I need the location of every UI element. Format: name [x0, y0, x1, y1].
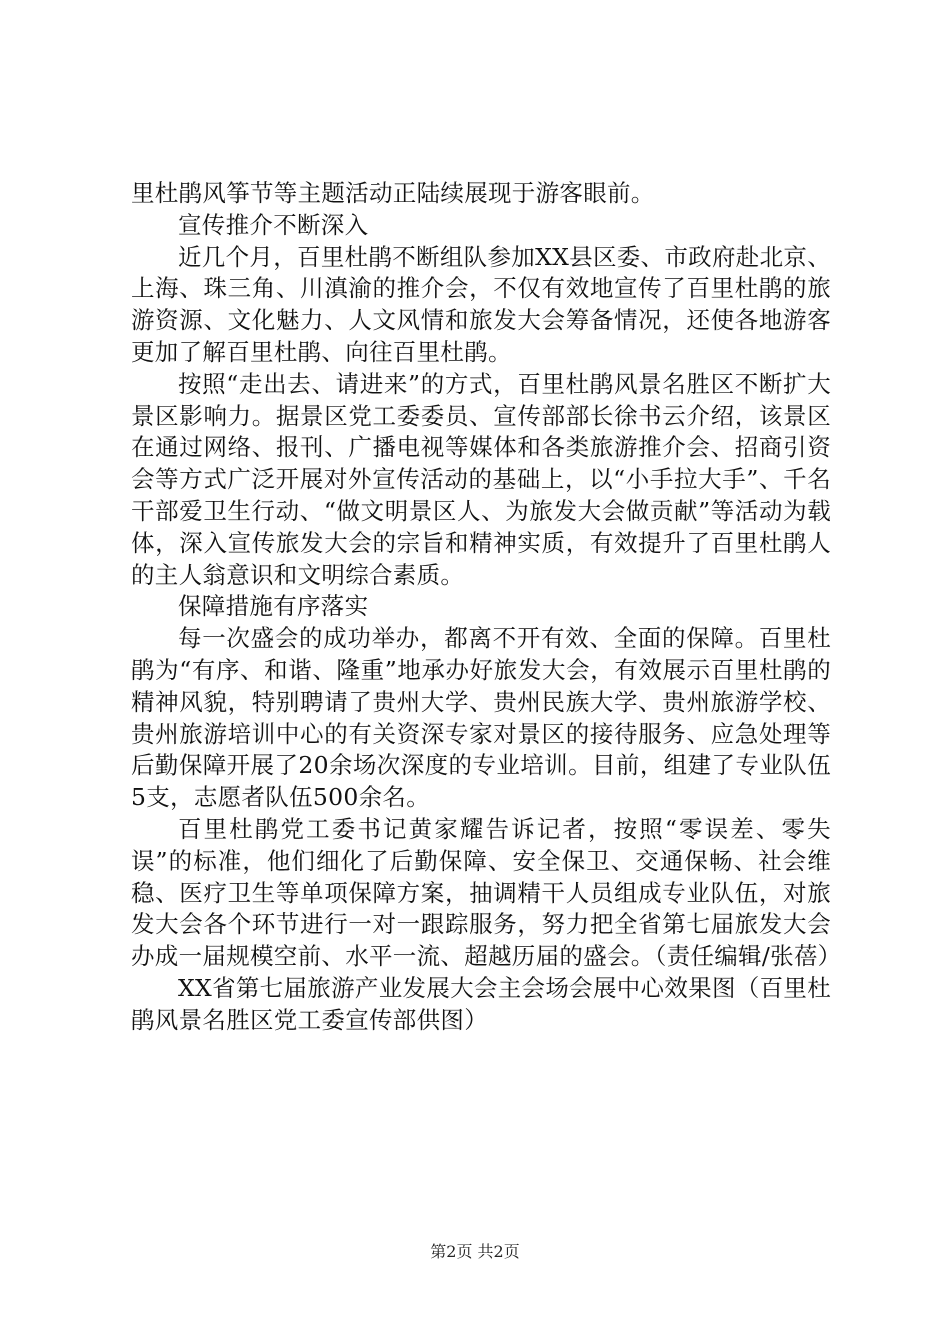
paragraph-secretary-quote: 百里杜鹃党工委书记黄家耀告诉记者，按照“零误差、零失误”的标准，他们细化了后勤保障、安全保卫、交通保畅、社会维稳、医疗卫生等单项保障方案，抽调精干人员组成专业队伍，对旅发大会各个环节进行一对一跟踪服务，努力把全省第七届旅发大会办成一届规模空前、水平一流、超越历届的盛会。（责任编辑/张蓓） [131, 814, 842, 971]
paragraph-image-caption: XX省第七届旅游产业发展大会主会场会展中心效果图（百里杜鹃风景名胜区党工委宣传部供图） [131, 973, 831, 1034]
document-body [131, 178, 842, 1037]
section-heading-publicity: 宣传推介不断深入 [178, 210, 369, 239]
page-footer [0, 1241, 950, 1263]
paragraph-continued: 里杜鹃风筝节等主题活动正陆续展现于游客眼前。 [131, 179, 655, 207]
paragraph-promotion-meetings: 近几个月，百里杜鹃不断组队参加XX县区委、市政府赴北京、上海、珠三角、川滇渝的推介会，不仅有效地宣传了百里杜鹃的旅游资源、文化魅力、人文风情和旅发大会筹备情况，还使各地游客更加了解百里杜鹃、向往百里杜鹃。 [131, 242, 831, 366]
paragraph-going-out: 按照“走出去、请进来”的方式，百里杜鹃风景名胜区不断扩大景区影响力。据景区党工委委员、宣传部部长徐书云介绍，该景区在通过网络、报刊、广播电视等媒体和各类旅游推介会、招商引资会等方式广泛开展对外宣传活动的基础上，以“小手拉大手”、千名干部爱卫生行动、“做文明景区人、为旅发大会做贡献”等活动为载体，深入宣传旅发大会的宗旨和精神实质，有效提升了百里杜鹃人的主人翁意识和文明综合素质。 [131, 369, 831, 589]
page-number-label: 第2页 共2页 [430, 1242, 520, 1261]
paragraph-training: 每一次盛会的成功举办，都离不开有效、全面的保障。百里杜鹃为“有序、和谐、隆重”地承办好旅发大会，有效展示百里杜鹃的精神风貌，特别聘请了贵州大学、贵州民族大学、贵州旅游学校、贵州旅游培训中心的有关资深专家对景区的接待服务、应急处理等后勤保障开展了20余场次深度的专业培训。目前，组建了专业队伍5支，志愿者队伍500余名。 [131, 624, 831, 812]
section-heading-guarantee: 保障措施有序落实 [178, 592, 369, 621]
